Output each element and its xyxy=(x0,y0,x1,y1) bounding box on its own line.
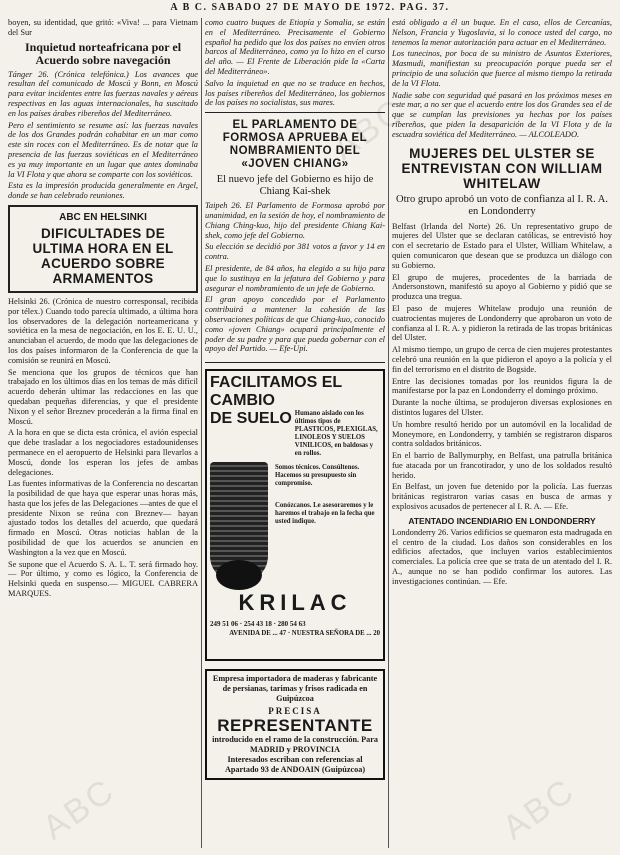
article-paragraph: En el barrio de Ballymurphy, en Belfast, una patrulla británica fue atacada por un francotirador, y uno de los soldados resultó herido. xyxy=(392,451,612,480)
column-divider xyxy=(388,18,389,848)
column-left xyxy=(8,18,198,850)
page-header: A B C. SABADO 27 DE MAYO DE 1972. PAG. 37. xyxy=(170,2,450,13)
ad-side-text: Humano aislado con los últimos tipos de PLASTICOS, PLEXIGLAS, LINOLEOS Y SUELOS VINILICOS, en baldosas y en rollos. xyxy=(294,410,378,458)
article-paragraph: Un hombre resultó herido por un automóvil en la localidad de Moneymore, en Londonderry, y también se registraron disparos contra soldados británicos. xyxy=(392,419,612,449)
article-paragraph: Su elección se decidió por 381 votos a favor y 14 en contra. xyxy=(205,242,385,262)
article-paragraph: A la hora en que se dicta esta crónica, el avión especial que debe trasladar a los negociadores estadounidenses permanece en el aeropuerto de Helsinki para llevarlos a Moscú, donde los esperan los jefes de ambas delegaciones. xyxy=(8,428,198,477)
article-paragraph: El paso de mujeres Whitelaw produjo una reunión de cuatrocientas mujeres de Londonderry que aprobaron un voto de confianza al I. R. A. y pidieron la retirada de las tropas británicas del Ulster. xyxy=(392,303,612,343)
article-headline: Inquietud norteafricana por el Acuerdo sobre navegación xyxy=(24,39,182,67)
abc-watermark: ABC xyxy=(325,90,413,168)
ad-title: DE SUELO xyxy=(210,410,292,428)
article-paragraph: El gran apoyo concedido por el Parlamento contribuirá a mantener la cohesión de las observaciones políticas de que Chiang-kuo, conocido como «joven Chiang» ocupará principalmente el poder de su padre y para que pueda gobernar con el apoyo del Partido. — Efe-Upi. xyxy=(205,295,385,354)
ad-line: introducido en el ramo de la construcción. Para MADRID y PROVINCIA xyxy=(212,735,378,755)
article-paragraph: Helsinki 26. (Crónica de nuestro corresponsal, recibida por télex.) Cuando todo parecía ultimado, a última hora los observadores de la delegación norteamericana y soviética en la mesa de negociación, en los E. E. U. U., anunciaban el acuerdo, de modo que las delegaciones de los dos países informaron de la Conferencia de que la comisión se reunirá en Moscú. xyxy=(8,296,198,365)
article-paragraph: El presidente, de 84 años, ha elegido a su hijo para que lo sustituya en la jefatura del Gobierno y para asegurar el nombramiento de un jefe de Gobierno. xyxy=(205,263,385,293)
ad-address: AVENIDA DE ... 47 · NUESTRA SEÑORA DE ... 20 xyxy=(229,630,380,638)
article-paragraph: Durante la noche última, se produjeron diversas explosiones en distintos lugares del Ulster. xyxy=(392,398,612,417)
helsinki-box xyxy=(8,205,198,293)
ad-representante: REPRESENTANTE xyxy=(217,716,373,736)
article-paragraph: Entre las decisiones tomadas por los reunidos figura la de manifestarse por la paz en Londonderry el domingo próximo. xyxy=(392,376,612,396)
article-paragraph: Las fuentes informativas de la Conferencia no descartan la posibilidad de que haya que esperar unas horas más, hasta que los jefes de las Delegaciones —antes de que el presidente Nixon se reúna con Breznev— hayan ajustado todos los detalles del acuerdo, que quedará firmado en Moscú. Otras noticias hablan de la posibilidad de que los acuerdos se anuncien en Washington a la vez que en Moscú. xyxy=(8,479,198,557)
formosa-headline: EL PARLAMENTO DE FORMOSA APRUEBA EL NOMBRAMIENTO DEL «JOVEN CHIANG» xyxy=(222,119,368,171)
ad-note-text: Conózcanos. Le asesoraremos y le haremos el trabajo en la fecha que usted indique. xyxy=(275,502,375,526)
box-kicker: ABC EN HELSINKI xyxy=(59,211,147,223)
section-subhead: ATENTADO INCENDIARIO EN LONDONDERRY xyxy=(408,515,596,526)
article-paragraph: En Belfast, un joven fue detenido por la policía. Las fuerzas británicas registraron varias casas en busca de armas y explosivos acusados de pertenecer al I. R. A. — Efe. xyxy=(392,482,612,512)
article-tail: Salvo la inquietud en que no se traduce en hechos, los países ribereños del Mediterráneo, los gobiernos de los países no socialistas, sus mares. xyxy=(205,78,385,108)
article-paragraph: Se menciona que los grupos de técnicos que han trabajado en los últimos días en los temas de más difícil acuerdo deberán ultimar las redacciones en las que quedaban pequeñas diferencias, y que el presidente Nixon y el señor Breznev procederán a la firma final en Moscú. xyxy=(8,367,198,426)
ulster-headline: MUJERES DEL ULSTER SE ENTREVISTAN CON WILLIAM WHITELAW xyxy=(401,145,603,191)
ad-precisa: PRECISA xyxy=(268,706,322,717)
article-tail: está obligado a él un buque. En el caso, ellos de Cercanías, Nelson, Francia y Yugoslavia, si lo conoce usted del cargo, no tenemos la menor autorización para actuar en el Mediterráneo. xyxy=(392,18,612,47)
column-right xyxy=(392,18,612,850)
flooring-roll-illustration xyxy=(210,462,268,582)
ad-line: Empresa importadora de maderas y fabricante de persianas, tarimas y frisos radicada en Guipúzcoa xyxy=(212,674,378,704)
column-divider xyxy=(201,18,202,848)
article-tail: boyen, su identidad, que gritó: «Viva! ... para Vietnam del Sur xyxy=(8,18,198,37)
article-paragraph: Al mismo tiempo, un grupo de cerca de cien mujeres protestantes celebró una reunión en la que pidieron el apoyo a la policía y el fin del terrorismo en el distrito de Bogside. xyxy=(392,345,612,374)
krilac-advertisement xyxy=(205,369,385,661)
article-paragraph: Belfast (Irlanda del Norte) 26. Un representativo grupo de mujeres del Ulster que se declaran católicas, se entrevistó hoy con el secretario de Estado para el Ulster, William Whitelaw, a quien comunicaron que desean que se produzca un diálogo con su Gobierno. xyxy=(392,221,612,270)
ad-brand: KRILAC xyxy=(238,590,352,616)
article-paragraph: Esta es la impresión producida generalmente en Argel, donde se han celebrado reuniones. xyxy=(8,181,198,201)
formosa-subhead: El nuevo jefe del Gobierno es hijo de Chiang Kai-shek xyxy=(216,174,374,198)
ad-title: FACILITAMOS EL CAMBIO xyxy=(210,374,342,410)
ad-line: Interesados escriban con referencias al Apartado 93 de ANDOAIN (Guipúzcoa) xyxy=(224,755,366,775)
abc-watermark: ABC xyxy=(35,770,123,848)
article-paragraph: Se supone que el Acuerdo S. A. L. T. será firmado hoy. — Por último, y como es lógico, la Conferencia de Helsinki queda en suspenso.— MIGUEL CABRERA MARQUES. xyxy=(8,559,198,599)
box-headline: DIFICULTADES DE ULTIMA HORA EN EL ACUERDO SOBRE ARMAMENTOS xyxy=(32,225,174,286)
article-paragraph: Pero el sentimiento se resume así: las fuerzas navales de los dos Grandes podrán cohabitar en un mar como este sin roces con el Mediterráneo. Es de notar que la presencia de las fuerzas soviéticas en el Mediterráneo es ya muy importante en un lugar que antes dominaba la VI Flota y que ahora se comparte con los soviéticos. xyxy=(8,120,198,179)
article-paragraph: Tánger 26. (Crónica telefónica.) Los avances que resultan del comunicado de Moscú y Bonn, en Moscú para evitar incidentes entre las fuerzas navales y aéreas respectivas en las aguas internacionales, ha suscitado en los países árabes ribereños del Mediterráneo. xyxy=(8,69,198,118)
article-paragraph: El grupo de mujeres, procedentes de la barriada de Andersonstown, manifestó su apoyo al Gobierno y pidió que se produzca una tregua. xyxy=(392,272,612,302)
representante-advertisement xyxy=(205,669,385,780)
ulster-subhead: Otro grupo aprobó un voto de confianza al I. R. A. en Londonderry xyxy=(396,193,608,217)
article-paragraph: Londonderry 26. Varios edificios se quemaron esta madrugada en el centro de la ciudad. Los daños son considerables en los edificios afectados, que incluyen varios establecimientos comerciales. La policía cree que se trata de un atentado del I. R. A., aunque no se han podido confirmar los autores. Las investigaciones continúan. — Efe. xyxy=(392,527,612,586)
ad-tech-text: Somos técnicos. Consúltenos. Hacemos su presupuesto sin compromiso. xyxy=(275,464,360,488)
article-paragraph: Los tunecinos, por boca de su ministro de Asuntos Exteriores, Masmudi, manifiestan su preocupación porque pueda ser el principio de una solución que fuerce al mismo tiempo la retirada de la VI Flota. xyxy=(392,49,612,88)
ad-phones: 249 51 06 · 254 43 18 · 280 54 63 xyxy=(210,620,306,629)
abc-watermark: ABC xyxy=(495,770,583,848)
article-tail: como cuatro buques de Etiopía y Somalia, se están en el Mediterráneo. Precisamente el Gobierno español ha pedido que los dos países no envíen otros barcos al Mediterráneo, como ya lo hizo en el curso del año. — El Frente de Liberación pide la «Carta del Mediterráneo». xyxy=(205,18,385,76)
article-paragraph: Nadie sabe con seguridad qué pasará en los próximos meses en este mar, a no ser que el acuerdo entre los dos Grandes sea el de que se cumplan las previsiones ya hechas por los países ribereños, que piden la desaparición de la VI Flota y de la escuadra soviética del Mediterráneo. — ALCOLEADO. xyxy=(392,90,612,139)
article-paragraph: Taipeh 26. El Parlamento de Formosa aprobó por unanimidad, en la sesión de hoy, el nombramiento de Chiang Ching-kuo, hijo del presidente Chiang Kai-shek, como jefe del Gobierno. xyxy=(205,201,385,240)
